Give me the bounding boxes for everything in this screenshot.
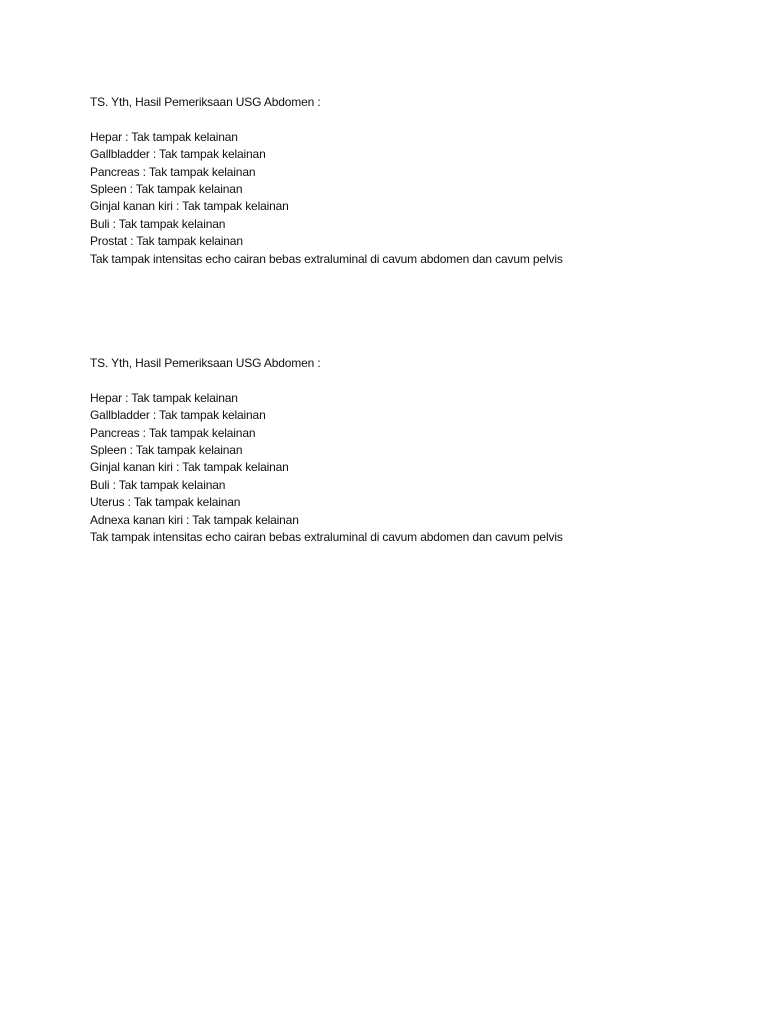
finding-line: Gallbladder : Tak tampak kelainan [90, 408, 266, 423]
finding-line: Ginjal kanan kiri : Tak tampak kelainan [90, 199, 289, 214]
report-heading: TS. Yth, Hasil Pemeriksaan USG Abdomen : [90, 95, 321, 109]
finding-line: Spleen : Tak tampak kelainan [90, 442, 243, 457]
report-heading: TS. Yth, Hasil Pemeriksaan USG Abdomen : [90, 356, 321, 370]
finding-line: Adnexa kanan kiri : Tak tampak kelainan [90, 512, 299, 527]
usg-report-male [90, 94, 730, 268]
finding-line: Ginjal kanan kiri : Tak tampak kelainan [90, 460, 289, 475]
finding-line: Hepar : Tak tampak kelainan [90, 129, 238, 144]
finding-line: Hepar : Tak tampak kelainan [90, 390, 238, 405]
finding-line: Buli : Tak tampak kelainan [90, 216, 226, 231]
finding-line: Pancreas : Tak tampak kelainan [90, 425, 256, 440]
finding-line: Buli : Tak tampak kelainan [90, 477, 226, 492]
finding-line: Gallbladder : Tak tampak kelainan [90, 147, 266, 162]
finding-conclusion: Tak tampak intensitas echo cairan bebas extraluminal di cavum abdomen dan cavum pelvis [90, 251, 563, 266]
usg-report-female [90, 355, 730, 546]
finding-line: Pancreas : Tak tampak kelainan [90, 164, 256, 179]
finding-conclusion: Tak tampak intensitas echo cairan bebas extraluminal di cavum abdomen dan cavum pelvis [90, 529, 563, 544]
finding-line: Uterus : Tak tampak kelainan [90, 495, 241, 510]
finding-line: Prostat : Tak tampak kelainan [90, 234, 243, 249]
finding-line: Spleen : Tak tampak kelainan [90, 181, 243, 196]
